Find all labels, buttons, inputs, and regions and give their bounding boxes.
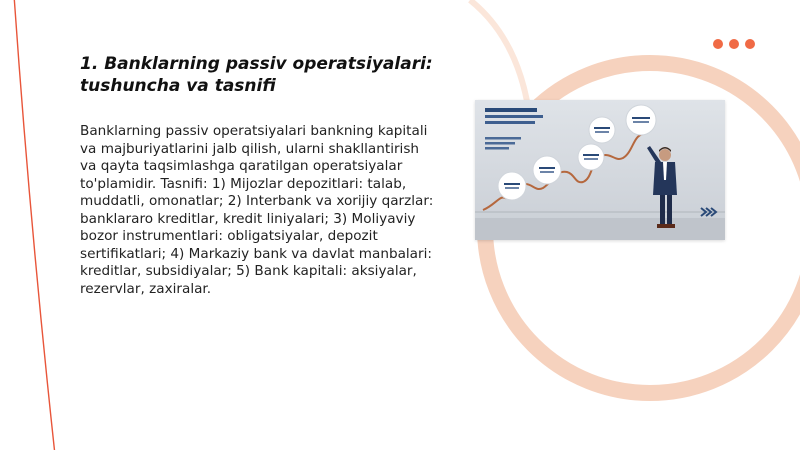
menu-dots-icon	[713, 39, 755, 49]
slide-title: 1. Banklarning passiv operatsiyalari: tushuncha va tasnifi	[80, 54, 433, 96]
business-growth-illustration	[475, 100, 725, 240]
dot	[745, 39, 755, 49]
dot	[713, 39, 723, 49]
left-arc	[14, 0, 55, 450]
slide-body-text: Banklarning passiv operatsiyalari bankning kapitali va majburiyatlarini jalb qilish, ularni shakllantirish va qayta taqsimlashga qaratilgan operatsiyalar to'plamidir. Tasnifi: 1) Mijozlar depozitlari: talab, muddatli, omonatlar; 2) Interbank va xorijiy qarzlar: banklararo kreditlar, kredit liniyalari; 3) Moliyaviy bozor instrumentlari: obligatsiyalar, depozit sertifikatlari; 4) Markaziy bank va davlat manbalari: kreditlar, subsidiyalar; 5) Bank kapitali: aksiyalar, rezervlar, zaxiralar.	[80, 123, 434, 297]
dot	[729, 39, 739, 49]
